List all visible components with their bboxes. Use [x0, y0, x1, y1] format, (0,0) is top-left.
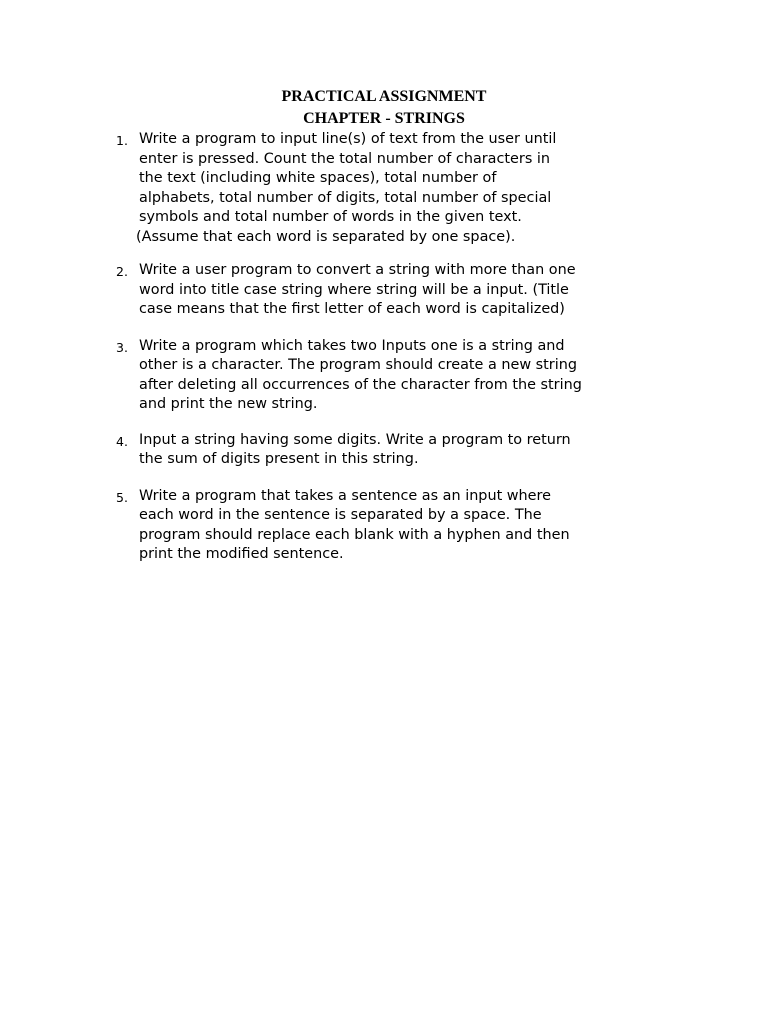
- task-item-3: [114, 337, 634, 415]
- task-line: after deleting all occurrences of the character from the string: [139, 376, 582, 393]
- task-line: Write a program which takes two Inputs one is a string and: [139, 337, 565, 354]
- task-line: the sum of digits present in this string.: [139, 451, 419, 467]
- task-line: enter is pressed. Count the total number of characters in: [139, 150, 551, 167]
- task-item-2: [114, 261, 634, 320]
- task-line: print the modified sentence.: [139, 546, 344, 562]
- task-line: alphabets, total number of digits, total number of special: [139, 189, 552, 206]
- task-line: Write a program to input line(s) of text from the user until: [139, 131, 557, 147]
- title-block: [0, 86, 768, 130]
- task-line: the text (including white spaces), total number of: [139, 170, 497, 186]
- task-number: 1.: [116, 133, 128, 148]
- document-title: PRACTICAL ASSIGNMENT: [281, 88, 487, 105]
- task-line: and print the new string.: [139, 396, 318, 412]
- task-item-4: [114, 431, 634, 470]
- task-line: (Assume that each word is separated by one space).: [136, 228, 516, 245]
- task-number: 3.: [116, 339, 128, 355]
- task-line: Write a program that takes a sentence as an input where: [139, 487, 551, 504]
- task-line: symbols and total number of words in the given text.: [139, 209, 522, 225]
- task-line: other is a character. The program should create a new string: [139, 357, 577, 373]
- task-line: word into title case string where string will be a input. (Title: [139, 281, 569, 298]
- task-line: Input a string having some digits. Write a program to return: [139, 431, 571, 448]
- document-subtitle: CHAPTER - STRINGS: [303, 110, 465, 127]
- task-item-5: [114, 487, 634, 565]
- task-number: 4.: [116, 433, 128, 449]
- task-line: Write a user program to convert a string with more than one: [139, 262, 576, 278]
- task-number: 5.: [116, 489, 128, 505]
- task-line: program should replace each blank with a hyphen and then: [139, 526, 570, 543]
- task-item-1: [114, 130, 634, 247]
- task-number: 2.: [116, 264, 128, 279]
- task-list: [114, 130, 634, 565]
- task-line: each word in the sentence is separated by a space. The: [139, 507, 542, 523]
- task-line: case means that the first letter of each word is capitalized): [139, 301, 565, 317]
